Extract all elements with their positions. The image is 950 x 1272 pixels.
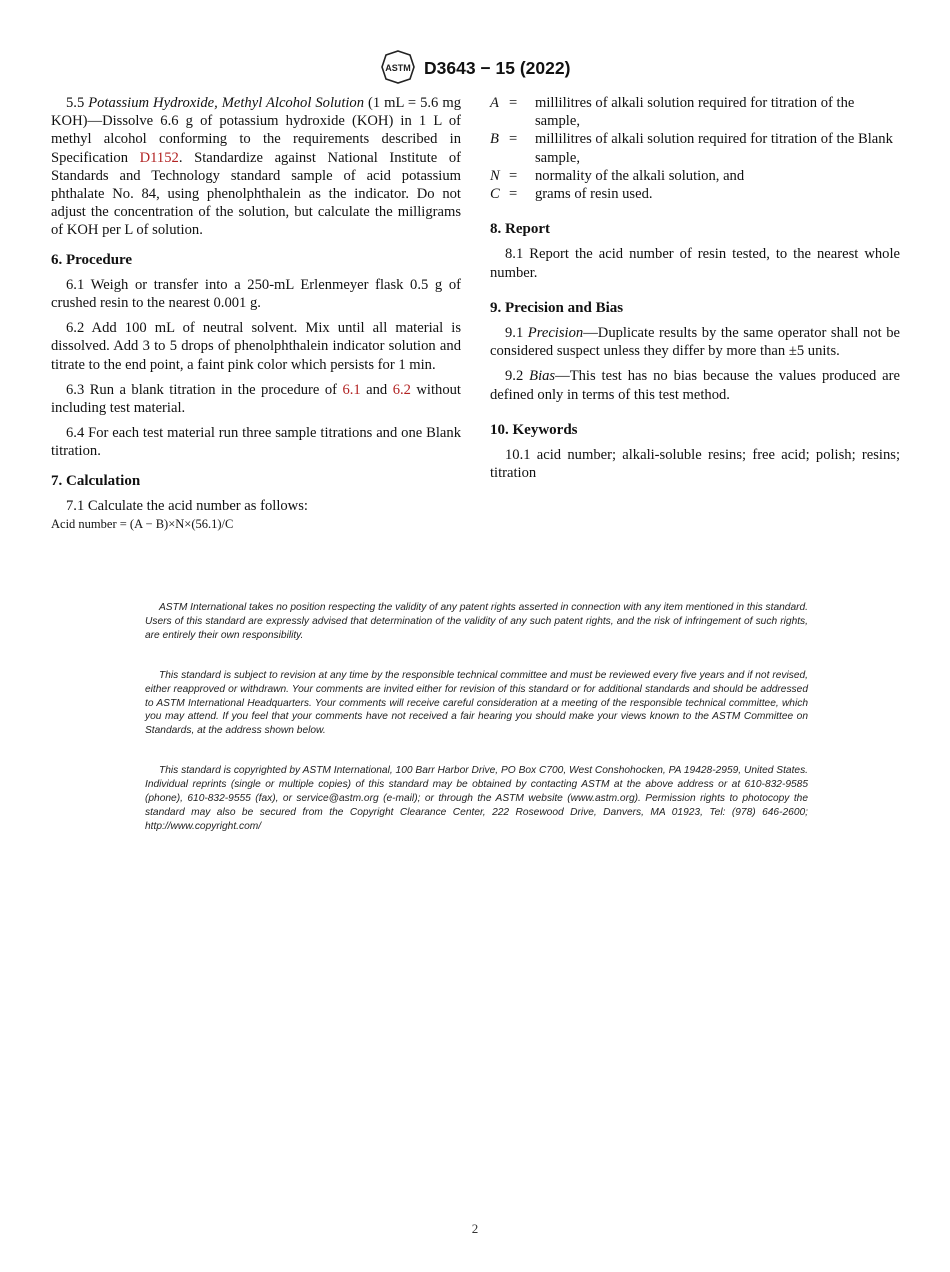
section-10-1: 10.1 acid number; alkali-soluble resins; free acid; polish; resins; titration: [490, 447, 900, 482]
heading-keywords: 10. Keywords: [490, 421, 578, 438]
heading-calculation: 7. Calculation: [51, 472, 141, 489]
section-6-4: 6.4 For each test material run three sample titrations and one Blank titration.: [51, 425, 461, 460]
acid-number-formula: Acid number = (A − B)×N×(56.1)/C: [51, 517, 234, 532]
section-6-2: 6.2 Add 100 mL of neutral solvent. Mix until all material is dissolved. Add 3 to 5 drops of phenolphthalein indicator solution and titrate to the end point, a faint pink color which persists for 1 min.: [51, 320, 461, 373]
section-text: (1 mL = 5.6 mg KOH)—Dissolve 6.6 g of potassium hydroxide (KOH) in 1 L of methyl alcohol conforming to the requirements described in Specification: [51, 95, 461, 166]
definition-row: N = normality of the alkali solution, and: [490, 167, 745, 184]
left-column: [51, 94, 461, 533]
heading-report: 8. Report: [490, 221, 550, 238]
section-5-5: [51, 94, 461, 240]
section-number: 5.5: [66, 95, 85, 111]
definition-row: A = millilitres of alkali solution required for titration of the sample,: [490, 95, 855, 130]
section-9-1: 9.1 Precision—Duplicate results by the same operator shall not be considered suspect unless they differ by more than ±5 units.: [490, 325, 900, 360]
section-7-1: 7.1 Calculate the acid number as follows:: [66, 497, 308, 514]
definition-row: C = grams of resin used.: [490, 186, 653, 203]
heading-procedure: 6. Procedure: [51, 251, 133, 268]
copyright-notice: This standard is copyrighted by ASTM International, 100 Barr Harbor Drive, PO Box C700, West Conshohocken, PA 19428-2959, United States. Individual reprints (single or multiple copies) of this standard may be obtained by contacting ASTM at the above address or at 610-832-9585 (phone), 610-832-9555 (fax), or service@astm.org (e-mail); or through the ASTM website (www.astm.org). Permission rights to photocopy the standard may also be secured from the Copyright Clearance Center, 222 Rosewood Drive, Danvers, MA 01923, Tel: (978) 646-2600; http://www.copyright.com/: [145, 765, 808, 832]
reference-link-6-1[interactable]: 6.1: [342, 381, 361, 398]
section-8-1: 8.1 Report the acid number of resin tested, to the nearest whole number.: [490, 246, 900, 281]
patent-notice: ASTM International takes no position respecting the validity of any patent rights asserted in connection with any item mentioned in this standard. Users of this standard are expressly advised that determination of the validity of any such patent rights, and the risk of infringement of such rights, are entirely their own responsibility.: [145, 602, 808, 641]
page-header: [0, 50, 950, 86]
section-title: Potassium Hydroxide, Methyl Alcohol Solution: [88, 95, 365, 111]
reference-link-6-2[interactable]: 6.2: [392, 381, 411, 398]
section-6-3: 6.3 Run a blank titration in the procedure of 6.1 and 6.2 without including test material.: [51, 381, 461, 417]
reference-link-d1152[interactable]: D1152: [139, 149, 179, 166]
revision-notice: This standard is subject to revision at any time by the responsible technical committee and must be reviewed every five years and if not revised, either reapproved or withdrawn. Your comments are invited either for revision of this standard or for additional standards and should be addressed to ASTM International Headquarters. Your comments will receive careful consideration at a meeting of the responsible technical committee, which you may attend. If you feel that your comments have not received a fair hearing you should make your views known to the ASTM Committee on Standards, at the address shown below.: [145, 669, 808, 737]
section-text: . Standardize against National Institute of Standards and Technology standard sample of acid potassium phthalate No. 84, using phenolphthalein as the indicator. Do not adjust the concentration of the solution, but calculate the milligrams of KOH per L of solution.: [51, 149, 461, 239]
variable-definitions: [490, 94, 900, 203]
astm-logo-icon: [380, 50, 416, 84]
right-column: [490, 94, 900, 482]
section-9-2: 9.2 Bias—This test has no bias because the values produced are defined only in terms of this test method.: [490, 368, 900, 403]
svg-text:ASTM: ASTM: [385, 63, 411, 73]
astm-notices: [145, 601, 808, 860]
page-number: 2: [471, 1221, 479, 1236]
heading-precision-and-bias: 9. Precision and Bias: [490, 299, 624, 316]
definition-row: B = millilitres of alkali solution required for titration of the Blank sample,: [490, 131, 893, 166]
section-6-1: 6.1 Weigh or transfer into a 250-mL Erlenmeyer flask 0.5 g of crushed resin to the nearest 0.001 g.: [51, 276, 461, 312]
document-designation: D3643 − 15 (2022): [424, 58, 571, 78]
